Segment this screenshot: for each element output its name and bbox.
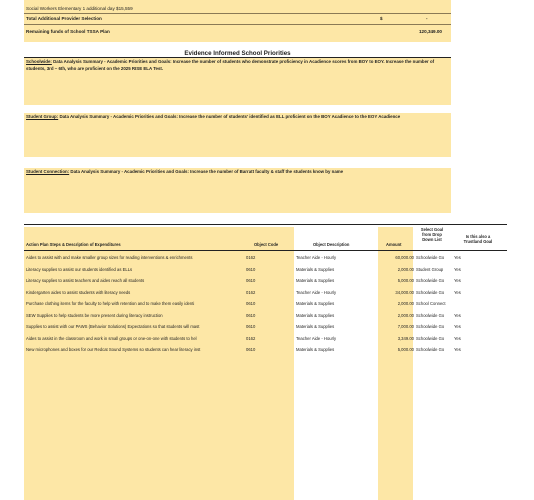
row-object-code: 0610: [246, 324, 256, 329]
row-description: Supplies to assist with our PAWS (Behavior Solutions) Expectations so that students will mast: [26, 324, 200, 329]
table-row[interactable]: [24, 265, 507, 276]
row-description: Aides to assist in the classroom and work in small groups or one-on-one with students to hel: [26, 335, 197, 341]
table-top-rule: [24, 224, 507, 225]
table-row[interactable]: [24, 288, 507, 299]
header-object-code: Object Code: [254, 242, 279, 247]
row-description: Purchase clothing items for the faculty to help with retention and to make them easily identi: [26, 301, 195, 306]
budget-currency-symbol: $: [380, 16, 383, 21]
table-row[interactable]: [24, 299, 507, 310]
row-object-description: Materials & Supplies: [296, 324, 335, 329]
row-goal-select[interactable]: Schoolwide Go: [416, 255, 445, 260]
row-goal-select[interactable]: Schoolwide Go: [416, 347, 445, 352]
row-object-description: Teacher Aide - Hourly: [296, 255, 337, 260]
row-goal-select[interactable]: School Connect: [416, 301, 446, 306]
row-description: Aides to assist with and make smaller group sizes for reading interventions & enrichments: [26, 255, 193, 260]
schoolwide-text: Data Analysis Summary - Academic Priorities and Goals: Increase the number of students who demonstrate proficiency in Acadience scores from BOY to EOY. Increase the number of students, 3rd – 6th, who are proficient on the 2025 RISE ELA Test.: [26, 59, 435, 71]
row-amount: 2,000.00: [397, 266, 414, 272]
table-row[interactable]: [24, 311, 507, 322]
row-trustland[interactable]: Yes: [454, 347, 461, 352]
row-object-code: 0162: [246, 335, 256, 341]
schoolwide-goal-box[interactable]: [24, 57, 451, 105]
row-object-description: Materials & Supplies: [296, 312, 335, 318]
row-goal-select[interactable]: Student Group: [416, 266, 444, 272]
header-object-description: Object Description: [313, 242, 350, 247]
row-description: SEW Supplies to help students be more present during literacy instruction: [26, 312, 163, 318]
table-row[interactable]: [24, 334, 507, 345]
schoolwide-label: Schoolwide:: [26, 59, 52, 64]
row-amount: 7,000.00: [397, 324, 414, 329]
student-group-label: Student Group:: [26, 114, 59, 119]
row-trustland[interactable]: Yes: [454, 335, 461, 341]
header-bottom-rule: [24, 250, 507, 251]
row-object-description: Materials & Supplies: [296, 347, 335, 352]
row-description: New microphones and boxes for our Redcat Sound Systems so students can hear literacy inst: [26, 347, 201, 352]
table-row[interactable]: [24, 322, 507, 333]
row-goal-select[interactable]: Schoolwide Go: [416, 324, 445, 329]
budget-line-remaining: Remaining funds of School TSSA Plan: [26, 29, 110, 34]
table-row[interactable]: [24, 345, 507, 356]
row-goal-select[interactable]: Schoolwide Go: [416, 278, 445, 283]
budget-summary-block: [24, 0, 451, 42]
row-goal-select[interactable]: Schoolwide Go: [416, 312, 445, 318]
student-connection-text: Data Analysis Summary - Academic Priorities and Goals: Increase the number of Barratt faculty & staff the students know by name: [70, 169, 344, 174]
row-object-code: 0610: [246, 347, 256, 352]
budget-total-provider-value: -: [426, 16, 428, 21]
row-amount: 2,000.00: [397, 312, 414, 318]
row-goal-select[interactable]: Schoolwide Go: [416, 289, 445, 295]
row-amount: 34,000.00: [395, 289, 414, 295]
budget-line-social-workers: Social Workers Elementary 1 additional day $15,559: [26, 6, 133, 11]
row-amount: 2,000.00: [397, 301, 414, 306]
budget-line-total-provider: Total Additional Provider Selection: [26, 16, 102, 21]
row-object-code: 0610: [246, 301, 256, 306]
student-connection-label: Student Connection:: [26, 169, 70, 174]
header-amount: Amount: [386, 242, 402, 247]
budget-remaining-value: 120,349.00: [419, 29, 442, 34]
row-description: Literacy supplies to assist our students identified as ELLs: [26, 266, 133, 272]
row-trustland[interactable]: Yes: [454, 255, 461, 260]
row-object-description: Teacher Aide - Hourly: [296, 289, 337, 295]
student-connection-goal-box[interactable]: [24, 168, 451, 213]
row-amount: 60,000.00: [395, 255, 414, 260]
row-trustland[interactable]: Yes: [454, 278, 461, 283]
row-object-code: 0162: [246, 255, 256, 260]
row-trustland[interactable]: Yes: [454, 289, 461, 295]
row-trustland[interactable]: Yes: [454, 312, 461, 318]
table-row[interactable]: [24, 276, 507, 287]
student-group-goal-box[interactable]: [24, 113, 451, 157]
student-group-text: Data Analysis Summary - Academic Priorities and Goals: Increase the number of students' identified as ELL proficient on the BOY Acadience to the EOY Acadience: [59, 114, 401, 119]
row-description: Kindergarten aides to assist students with literacy needs: [26, 289, 131, 295]
row-goal-select[interactable]: Schoolwide Go: [416, 335, 445, 341]
row-trustland[interactable]: Yes: [454, 324, 461, 329]
row-object-code: 0162: [246, 289, 256, 295]
header-select-goal: Select Goal from Drop Down List: [420, 227, 444, 243]
row-object-description: Materials & Supplies: [296, 266, 335, 272]
header-trustland-goal: Is this also a Trustland Goal: [463, 234, 493, 245]
row-object-description: Materials & Supplies: [296, 301, 335, 306]
row-trustland[interactable]: Yes: [454, 266, 461, 272]
row-amount: 5,000.00: [397, 347, 414, 352]
section-title: Evidence Informed School Priorities: [184, 50, 291, 57]
row-description: Literacy supplies to assist teachers and aides reach all students: [26, 278, 145, 283]
row-object-code: 0610: [246, 312, 256, 318]
row-amount: 5,000.00: [397, 278, 414, 283]
header-description: Action Plan Steps & Description of Expenditures: [26, 242, 121, 247]
row-object-description: Materials & Supplies: [296, 278, 335, 283]
row-amount: 3,349.00: [397, 335, 414, 341]
divider: [24, 13, 451, 14]
row-object-description: Teacher Aide - Hourly: [296, 335, 337, 341]
row-object-code: 0610: [246, 278, 256, 283]
divider: [24, 24, 451, 25]
row-object-code: 0610: [246, 266, 256, 272]
table-row[interactable]: [24, 253, 507, 264]
